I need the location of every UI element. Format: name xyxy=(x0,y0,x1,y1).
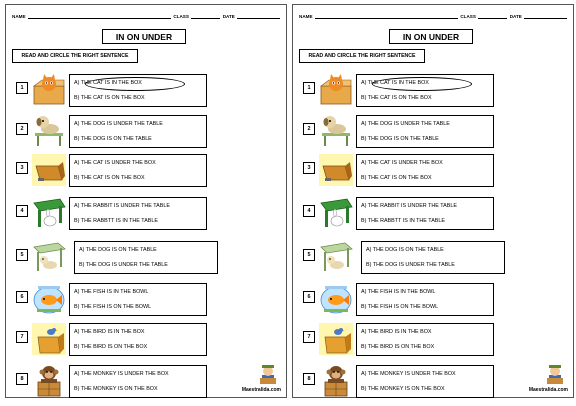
date-label: DATE xyxy=(222,14,235,19)
question-number: 3 xyxy=(303,162,315,174)
question-number: 4 xyxy=(303,205,315,217)
name-line[interactable] xyxy=(28,14,172,19)
header-fields xyxy=(12,14,280,19)
answer-choices xyxy=(69,283,207,316)
answer-choices xyxy=(69,74,207,107)
question-number: 2 xyxy=(303,123,315,135)
worksheet-left xyxy=(5,4,287,398)
option-b[interactable]: B) THE RABBTT IS IN THE TABLE xyxy=(361,218,445,224)
mascot-icon xyxy=(258,363,278,385)
option-a[interactable]: A) THE FISH IS IN THE BOWL xyxy=(74,289,149,295)
name-label: NAME xyxy=(12,14,26,19)
option-a[interactable]: A) THE CAT IS IN THE BOX xyxy=(361,80,429,86)
date-line[interactable] xyxy=(237,14,280,19)
question-number: 1 xyxy=(303,82,315,94)
question-number: 8 xyxy=(303,373,315,385)
question-number: 5 xyxy=(16,249,28,261)
answer-choices xyxy=(356,154,494,187)
option-b[interactable]: B) THE FISH IS ON THE BOWL xyxy=(74,304,152,310)
class-label: CLASS xyxy=(173,14,189,19)
dog-under-table-icon xyxy=(32,241,66,273)
option-b[interactable]: B) THE DOG IS ON THE TABLE xyxy=(361,136,439,142)
option-a[interactable]: A) THE DOG IS ON THE TABLE xyxy=(79,247,157,253)
question-number: 3 xyxy=(16,162,28,174)
class-line[interactable] xyxy=(191,14,220,19)
instruction-box: READ AND CIRCLE THE RIGHT SENTENCE xyxy=(12,49,138,63)
answer-choices xyxy=(361,241,505,274)
question-number: 1 xyxy=(16,82,28,94)
bird-on-box-icon xyxy=(319,323,353,355)
answer-choices xyxy=(356,365,494,398)
option-b[interactable]: B) THE CAT IS ON THE BOX xyxy=(361,175,432,181)
instruction-box: READ AND CIRCLE THE RIGHT SENTENCE xyxy=(299,49,425,63)
credit-text: Maestralida.com xyxy=(528,387,568,393)
option-a[interactable]: A) THE RABBIT IS UNDER THE TABLE xyxy=(74,203,170,209)
question-number: 8 xyxy=(16,373,28,385)
fish-bowl-icon xyxy=(32,283,66,315)
question-number: 4 xyxy=(16,205,28,217)
option-b[interactable]: B) THE BIRD IS ON THE BOX xyxy=(74,344,148,350)
option-a[interactable]: A) THE MONKEY IS UNDER THE BOX xyxy=(361,371,456,377)
answer-choices xyxy=(69,365,207,398)
dog-on-table-icon xyxy=(319,115,353,147)
answer-choices xyxy=(356,197,494,230)
answer-choices xyxy=(69,115,207,148)
option-b[interactable]: B) THE DOG IS ON THE TABLE xyxy=(74,136,152,142)
dog-on-table-icon xyxy=(32,115,66,147)
option-b[interactable]: B) THE BIRD IS ON THE BOX xyxy=(361,344,435,350)
rabbit-under-table-icon xyxy=(32,197,66,229)
monkey-in-box-icon xyxy=(32,365,66,397)
answer-choices xyxy=(74,241,218,274)
class-label: CLASS xyxy=(460,14,476,19)
option-a[interactable]: A) THE DOG IS UNDER THE TABLE xyxy=(361,121,450,127)
date-line[interactable] xyxy=(524,14,567,19)
option-a[interactable]: A) THE BIRD IS IN THE BOX xyxy=(361,329,432,335)
answer-choices xyxy=(356,115,494,148)
question-number: 6 xyxy=(16,291,28,303)
fish-bowl-icon xyxy=(319,283,353,315)
credit-text: Maestralida.com xyxy=(241,387,281,393)
monkey-in-box-icon xyxy=(319,365,353,397)
answer-choices xyxy=(356,283,494,316)
dog-under-table-icon xyxy=(319,241,353,273)
bird-on-box-icon xyxy=(32,323,66,355)
option-a[interactable]: A) THE RABBIT IS UNDER THE TABLE xyxy=(361,203,457,209)
worksheet-title: IN ON UNDER xyxy=(389,29,473,44)
option-a[interactable]: A) THE CAT IS UNDER THE BOX xyxy=(74,160,156,166)
answer-choices xyxy=(356,74,494,107)
option-b[interactable]: B) THE CAT IS ON THE BOX xyxy=(361,95,432,101)
option-a[interactable]: A) THE MONKEY IS UNDER THE BOX xyxy=(74,371,169,377)
option-a[interactable]: A) THE FISH IS IN THE BOWL xyxy=(361,289,436,295)
class-line[interactable] xyxy=(478,14,507,19)
name-label: NAME xyxy=(299,14,313,19)
option-b[interactable]: B) THE FISH IS ON THE BOWL xyxy=(361,304,439,310)
question-number: 2 xyxy=(16,123,28,135)
rabbit-under-table-icon xyxy=(319,197,353,229)
option-a[interactable]: A) THE DOG IS UNDER THE TABLE xyxy=(74,121,163,127)
cat-in-box-icon xyxy=(319,74,353,106)
mascot-icon xyxy=(545,363,565,385)
option-a[interactable]: A) THE CAT IS UNDER THE BOX xyxy=(361,160,443,166)
option-b[interactable]: B) THE DOG IS UNDER THE TABLE xyxy=(79,262,168,268)
name-line[interactable] xyxy=(315,14,459,19)
answer-choices xyxy=(69,323,207,356)
question-number: 7 xyxy=(16,331,28,343)
answer-choices xyxy=(69,154,207,187)
answer-choices xyxy=(356,323,494,356)
worksheet-right xyxy=(292,4,574,398)
option-b[interactable]: B) THE MONKEY IS ON THE BOX xyxy=(361,386,445,392)
question-number: 6 xyxy=(303,291,315,303)
cat-in-box-icon xyxy=(32,74,66,106)
option-b[interactable]: B) THE CAT IS ON THE BOX xyxy=(74,175,145,181)
option-b[interactable]: B) THE RABBTT IS IN THE TABLE xyxy=(74,218,158,224)
option-b[interactable]: B) THE DOG IS UNDER THE TABLE xyxy=(366,262,455,268)
option-b[interactable]: B) THE CAT IS ON THE BOX xyxy=(74,95,145,101)
option-a[interactable]: A) THE CAT IS IN THE BOX xyxy=(74,80,142,86)
option-a[interactable]: A) THE BIRD IS IN THE BOX xyxy=(74,329,145,335)
worksheet-title: IN ON UNDER xyxy=(102,29,186,44)
box-icon xyxy=(319,154,353,186)
question-number: 5 xyxy=(303,249,315,261)
date-label: DATE xyxy=(509,14,522,19)
box-icon xyxy=(32,154,66,186)
option-b[interactable]: B) THE MONKEY IS ON THE BOX xyxy=(74,386,158,392)
option-a[interactable]: A) THE DOG IS ON THE TABLE xyxy=(366,247,444,253)
question-number: 7 xyxy=(303,331,315,343)
header-fields xyxy=(299,14,567,19)
answer-choices xyxy=(69,197,207,230)
